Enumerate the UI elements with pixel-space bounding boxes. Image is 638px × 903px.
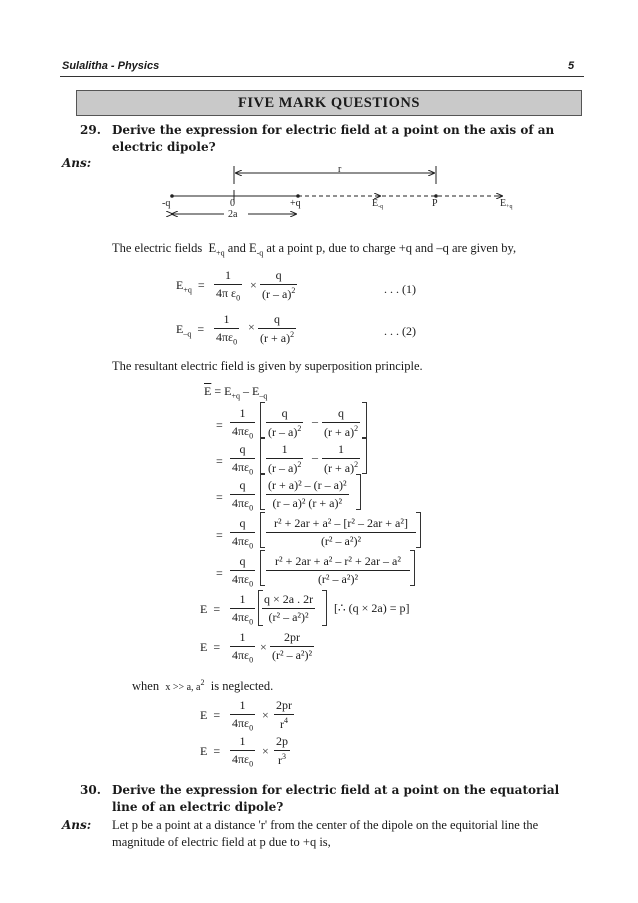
step1-equals: =: [216, 418, 223, 432]
step3-equals: =: [216, 490, 223, 504]
fields-intro-text: The electric fields $E_{+q}$ and $E_{-q}$ at a point p, due to charge +q and –q are given by,: [112, 241, 517, 258]
step2-second-term: $\frac{1}{(r + a)^2}$: [324, 442, 359, 475]
question-29-text: Derive the expression for electric field at a point on the axis of an electric dipole?: [112, 123, 555, 154]
diagram-minus-q: -q: [162, 198, 171, 209]
step2-bracket-left: [260, 438, 265, 474]
step5-bracket-left: [260, 550, 265, 586]
diagram-plus-q: +q: [290, 198, 301, 209]
step2-bracket-right: [362, 438, 367, 474]
question-number-30: 30.: [80, 783, 101, 797]
eq1-tag: . . . (1): [384, 282, 416, 296]
question-30-text: Derive the expression for electric field at a point on the equatorial line of an electric dipole?: [112, 783, 560, 814]
eq2-fraction: $\frac{q}{(r + a)^2}$: [260, 312, 295, 345]
step1-bracket-left: [260, 402, 265, 438]
step7-lhs: E =: [200, 640, 221, 654]
eq1-times: ×: [250, 278, 257, 292]
step2-first-term: $\frac{1}{(r - a)^2}$: [268, 442, 302, 475]
step6-coefficient: $\frac{1}{4\pi\varepsilon_0}$: [232, 592, 254, 627]
diagram-r-label: r: [338, 164, 342, 175]
eq2-coefficient: $\frac{1}{4\pi\varepsilon_0}$: [216, 312, 238, 347]
step5-inner-fraction: $\frac{\text{r² + 2ar + a² – r² + 2ar – a²}}{\text{(r² – a²)²}}$: [266, 554, 410, 587]
final2-times: ×: [262, 744, 269, 758]
step4-inner-fraction: $\frac{\text{r² + 2ar + a² – [r² – 2ar + a²]}}{\text{(r² – a²)²}}$: [266, 516, 416, 549]
diagram-point-p: P: [432, 198, 438, 209]
final1-fraction: $\frac{2pr}{r^4}$: [276, 698, 292, 731]
diagram-origin: 0: [230, 198, 235, 209]
step1-second-term: $\frac{q}{(r + a)^2}$: [324, 406, 359, 439]
final2-coefficient: $\frac{1}{4\pi\varepsilon_0}$: [232, 734, 254, 769]
step5-coefficient: $\frac{q}{4\pi\varepsilon_0}$: [232, 554, 254, 589]
step4-bracket-left: [260, 512, 265, 548]
eq2-tag: . . . (2): [384, 324, 416, 338]
step1-bracket-right: [362, 402, 367, 438]
superposition-text: The resultant electric field is given by superposition principle.: [112, 359, 423, 373]
answer-label-29: Ans:: [62, 156, 92, 170]
step4-coefficient: $\frac{q}{4\pi\varepsilon_0}$: [232, 516, 254, 551]
step2-equals: =: [216, 454, 223, 468]
final2-fraction: $\frac{2p}{r^3}$: [276, 734, 288, 767]
final1-coefficient: $\frac{1}{4\pi\varepsilon_0}$: [232, 698, 254, 733]
answer-label-30: Ans:: [62, 818, 92, 832]
step7-times: ×: [260, 640, 267, 654]
running-header-title: Sulalitha - Physics: [62, 60, 160, 72]
step5-bracket-right: [410, 550, 415, 586]
diagram-2a-label: 2a: [228, 209, 238, 220]
final1-times: ×: [262, 708, 269, 722]
eq2-times: ×: [248, 320, 255, 334]
header-rule: [60, 76, 584, 77]
dipole-moment-note: [∴ (q × 2a) = p]: [334, 601, 410, 615]
answer-30-text: Let p be a point at a distance 'r' from the center of the dipole on the equitorial line the magnitude of electric field at p due to +q is,: [112, 818, 539, 849]
step1-first-term: $\frac{q}{(r - a)^2}$: [268, 406, 302, 439]
step2-coefficient: $\frac{q}{4\pi\varepsilon_0}$: [232, 442, 254, 477]
diagram-e-plus-q: $E_{+q}$: [500, 198, 513, 210]
step4-equals: =: [216, 528, 223, 542]
step6-lhs: E =: [200, 602, 221, 616]
eq1-fraction: $\frac{q}{(r - a)^2}$: [262, 268, 296, 301]
resultant-field-line: $\overline{E} = E_{+q} - E_{-q}$: [204, 384, 268, 401]
step4-bracket-right: [416, 512, 421, 548]
step7-coefficient: $\frac{1}{4\pi\varepsilon_0}$: [232, 630, 254, 665]
step1-coefficient: $\frac{1}{4\pi\varepsilon_0}$: [232, 406, 254, 441]
step1-minus: –: [312, 414, 318, 428]
step6-bracket-right: [322, 590, 327, 626]
eq2-lhs: $E_{-q}$ =: [176, 322, 205, 339]
step5-equals: =: [216, 566, 223, 580]
question-number-29: 29.: [80, 123, 101, 137]
step2-minus: –: [312, 450, 318, 464]
step7-fraction: $\frac{2pr}{\text{(r² – a²)²}}$: [272, 630, 313, 662]
eq1-lhs: $E_{+q}$ =: [176, 278, 205, 295]
step3-bracket-right: [356, 474, 361, 510]
step3-inner-fraction: $\frac{\text{(r + a)² – (r – a)²}}{\text{(r – a)² (r + a)²}}$: [268, 478, 347, 510]
dipole-axis-diagram: [150, 162, 530, 222]
eq1-coefficient: $\frac{1}{4\pi \varepsilon_0}$: [216, 268, 241, 303]
diagram-e-minus-q: $E_{-q}$: [372, 198, 384, 210]
final2-lhs: E =: [200, 744, 221, 758]
section-title: FIVE MARK QUESTIONS: [76, 90, 582, 116]
page-number: 5: [568, 60, 575, 72]
step3-coefficient: $\frac{q}{4\pi\varepsilon_0}$: [232, 478, 254, 513]
final1-lhs: E =: [200, 708, 221, 722]
approximation-condition: when x >> a, $a^2$ is neglected.: [132, 678, 274, 694]
step3-bracket-left: [260, 474, 265, 510]
step6-inner-fraction: $\frac{q \times 2a . 2r}{\text{(r² – a²)²}}$: [264, 592, 314, 624]
